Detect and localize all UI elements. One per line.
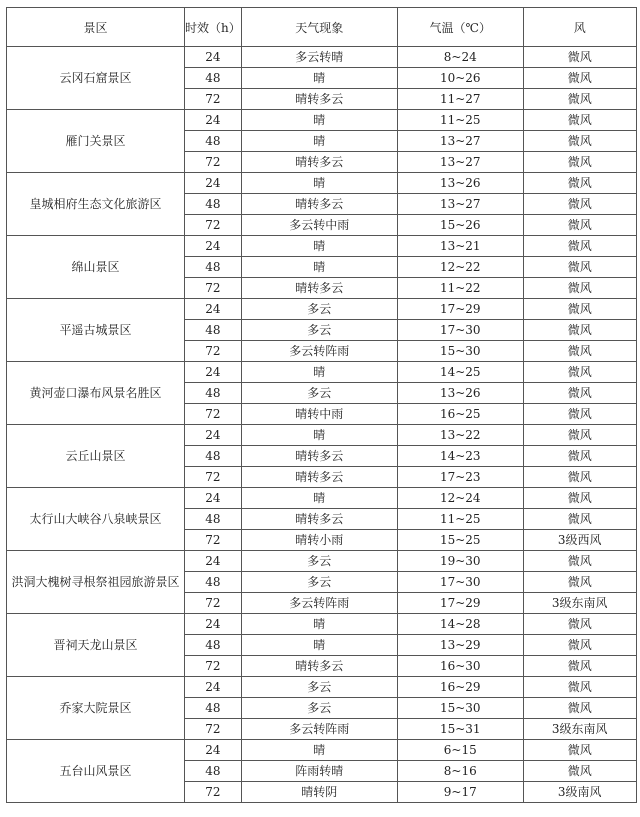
temperature-cell: 13~26 (397, 173, 523, 194)
period-cell: 48 (185, 635, 242, 656)
wind-cell: 微风 (523, 257, 636, 278)
weather-cell: 晴 (241, 257, 397, 278)
temperature-cell: 16~25 (397, 404, 523, 425)
weather-cell: 阵雨转晴 (241, 761, 397, 782)
temperature-cell: 14~28 (397, 614, 523, 635)
weather-cell: 多云 (241, 299, 397, 320)
weather-cell: 晴 (241, 425, 397, 446)
wind-cell: 微风 (523, 509, 636, 530)
wind-cell: 微风 (523, 194, 636, 215)
period-cell: 24 (185, 551, 242, 572)
wind-cell: 微风 (523, 698, 636, 719)
scenic-spot-name: 洪洞大槐树寻根祭祖园旅游景区 (7, 551, 185, 614)
temperature-cell: 6~15 (397, 740, 523, 761)
temperature-cell: 13~26 (397, 383, 523, 404)
temperature-cell: 15~26 (397, 215, 523, 236)
period-cell: 72 (185, 593, 242, 614)
period-cell: 48 (185, 509, 242, 530)
wind-cell: 微风 (523, 362, 636, 383)
header-spot: 景区 (7, 8, 185, 47)
wind-cell: 3级东南风 (523, 719, 636, 740)
wind-cell: 微风 (523, 446, 636, 467)
period-cell: 72 (185, 152, 242, 173)
temperature-cell: 8~16 (397, 761, 523, 782)
wind-cell: 微风 (523, 89, 636, 110)
temperature-cell: 12~24 (397, 488, 523, 509)
scenic-spot-name: 平遥古城景区 (7, 299, 185, 362)
wind-cell: 微风 (523, 614, 636, 635)
temperature-cell: 13~21 (397, 236, 523, 257)
weather-cell: 多云转中雨 (241, 215, 397, 236)
temperature-cell: 14~25 (397, 362, 523, 383)
period-cell: 24 (185, 677, 242, 698)
table-row (7, 236, 637, 257)
header-period: 时效（h） (185, 8, 242, 47)
temperature-cell: 17~23 (397, 467, 523, 488)
wind-cell: 微风 (523, 236, 636, 257)
header-wind: 风 (523, 8, 636, 47)
temperature-cell: 17~29 (397, 299, 523, 320)
wind-cell: 微风 (523, 740, 636, 761)
table-row (7, 110, 637, 131)
period-cell: 24 (185, 614, 242, 635)
scenic-spot-name: 五台山风景区 (7, 740, 185, 803)
weather-cell: 晴转多云 (241, 278, 397, 299)
temperature-cell: 13~27 (397, 131, 523, 152)
table-row (7, 425, 637, 446)
wind-cell: 微风 (523, 425, 636, 446)
wind-cell: 微风 (523, 299, 636, 320)
scenic-forecast-table (6, 7, 637, 803)
forecast-body (7, 47, 637, 803)
weather-cell: 晴 (241, 362, 397, 383)
temperature-cell: 8~24 (397, 47, 523, 68)
weather-cell: 多云 (241, 551, 397, 572)
wind-cell: 微风 (523, 341, 636, 362)
wind-cell: 微风 (523, 656, 636, 677)
wind-cell: 微风 (523, 320, 636, 341)
temperature-cell: 17~30 (397, 320, 523, 341)
table-row (7, 488, 637, 509)
table-row (7, 362, 637, 383)
weather-cell: 晴转多云 (241, 509, 397, 530)
wind-cell: 微风 (523, 761, 636, 782)
period-cell: 48 (185, 446, 242, 467)
period-cell: 24 (185, 299, 242, 320)
temperature-cell: 15~31 (397, 719, 523, 740)
wind-cell: 微风 (523, 572, 636, 593)
temperature-cell: 13~27 (397, 152, 523, 173)
weather-cell: 晴转多云 (241, 656, 397, 677)
wind-cell: 微风 (523, 278, 636, 299)
table-row (7, 740, 637, 761)
period-cell: 48 (185, 320, 242, 341)
wind-cell: 3级西风 (523, 530, 636, 551)
scenic-spot-name: 云冈石窟景区 (7, 47, 185, 110)
temperature-cell: 13~27 (397, 194, 523, 215)
period-cell: 24 (185, 110, 242, 131)
temperature-cell: 16~29 (397, 677, 523, 698)
weather-cell: 晴 (241, 236, 397, 257)
wind-cell: 微风 (523, 152, 636, 173)
weather-cell: 晴转中雨 (241, 404, 397, 425)
header-row (7, 8, 637, 47)
weather-cell: 晴转多云 (241, 89, 397, 110)
period-cell: 48 (185, 383, 242, 404)
scenic-spot-name: 云丘山景区 (7, 425, 185, 488)
temperature-cell: 10~26 (397, 68, 523, 89)
period-cell: 72 (185, 89, 242, 110)
weather-cell: 多云转阵雨 (241, 719, 397, 740)
temperature-cell: 17~29 (397, 593, 523, 614)
weather-cell: 多云 (241, 677, 397, 698)
wind-cell: 微风 (523, 131, 636, 152)
wind-cell: 3级南风 (523, 782, 636, 803)
temperature-cell: 11~25 (397, 110, 523, 131)
period-cell: 48 (185, 572, 242, 593)
period-cell: 72 (185, 341, 242, 362)
temperature-cell: 15~30 (397, 698, 523, 719)
period-cell: 48 (185, 194, 242, 215)
table-row (7, 173, 637, 194)
wind-cell: 微风 (523, 488, 636, 509)
wind-cell: 微风 (523, 215, 636, 236)
period-cell: 72 (185, 719, 242, 740)
temperature-cell: 14~23 (397, 446, 523, 467)
weather-cell: 多云 (241, 320, 397, 341)
table-row (7, 614, 637, 635)
wind-cell: 微风 (523, 110, 636, 131)
weather-cell: 晴转多云 (241, 194, 397, 215)
weather-cell: 多云 (241, 698, 397, 719)
weather-cell: 多云 (241, 572, 397, 593)
period-cell: 24 (185, 740, 242, 761)
period-cell: 24 (185, 47, 242, 68)
temperature-cell: 13~29 (397, 635, 523, 656)
period-cell: 24 (185, 362, 242, 383)
wind-cell: 3级东南风 (523, 593, 636, 614)
temperature-cell: 15~25 (397, 530, 523, 551)
weather-cell: 晴 (241, 110, 397, 131)
period-cell: 24 (185, 173, 242, 194)
weather-cell: 多云转晴 (241, 47, 397, 68)
weather-cell: 晴 (241, 635, 397, 656)
temperature-cell: 12~22 (397, 257, 523, 278)
scenic-spot-name: 皇城相府生态文化旅游区 (7, 173, 185, 236)
period-cell: 72 (185, 656, 242, 677)
weather-cell: 晴 (241, 614, 397, 635)
table-row (7, 551, 637, 572)
weather-cell: 晴转小雨 (241, 530, 397, 551)
period-cell: 72 (185, 404, 242, 425)
scenic-spot-name: 绵山景区 (7, 236, 185, 299)
weather-cell: 晴 (241, 740, 397, 761)
temperature-cell: 11~27 (397, 89, 523, 110)
wind-cell: 微风 (523, 551, 636, 572)
weather-cell: 晴转多云 (241, 446, 397, 467)
weather-cell: 晴转多云 (241, 467, 397, 488)
temperature-cell: 16~30 (397, 656, 523, 677)
scenic-spot-name: 晋祠天龙山景区 (7, 614, 185, 677)
scenic-spot-name: 雁门关景区 (7, 110, 185, 173)
header-temperature: 气温（℃） (397, 8, 523, 47)
wind-cell: 微风 (523, 635, 636, 656)
period-cell: 48 (185, 68, 242, 89)
wind-cell: 微风 (523, 467, 636, 488)
period-cell: 48 (185, 761, 242, 782)
temperature-cell: 17~30 (397, 572, 523, 593)
temperature-cell: 19~30 (397, 551, 523, 572)
weather-cell: 晴转阴 (241, 782, 397, 803)
period-cell: 24 (185, 236, 242, 257)
scenic-spot-name: 太行山大峡谷八泉峡景区 (7, 488, 185, 551)
scenic-spot-name: 乔家大院景区 (7, 677, 185, 740)
weather-cell: 多云转阵雨 (241, 593, 397, 614)
weather-cell: 晴 (241, 173, 397, 194)
wind-cell: 微风 (523, 404, 636, 425)
weather-cell: 晴 (241, 68, 397, 89)
scenic-spot-name: 黄河壶口瀑布风景名胜区 (7, 362, 185, 425)
weather-cell: 多云 (241, 383, 397, 404)
weather-cell: 晴转多云 (241, 152, 397, 173)
wind-cell: 微风 (523, 68, 636, 89)
period-cell: 72 (185, 467, 242, 488)
temperature-cell: 11~22 (397, 278, 523, 299)
wind-cell: 微风 (523, 173, 636, 194)
table-row (7, 47, 637, 68)
period-cell: 72 (185, 215, 242, 236)
header-weather: 天气现象 (241, 8, 397, 47)
weather-cell: 晴 (241, 131, 397, 152)
period-cell: 72 (185, 278, 242, 299)
temperature-cell: 9~17 (397, 782, 523, 803)
table-row (7, 299, 637, 320)
weather-cell: 晴 (241, 488, 397, 509)
wind-cell: 微风 (523, 47, 636, 68)
table-row (7, 677, 637, 698)
period-cell: 72 (185, 782, 242, 803)
period-cell: 72 (185, 530, 242, 551)
temperature-cell: 15~30 (397, 341, 523, 362)
period-cell: 48 (185, 131, 242, 152)
period-cell: 48 (185, 257, 242, 278)
temperature-cell: 11~25 (397, 509, 523, 530)
weather-cell: 多云转阵雨 (241, 341, 397, 362)
wind-cell: 微风 (523, 383, 636, 404)
temperature-cell: 13~22 (397, 425, 523, 446)
period-cell: 24 (185, 488, 242, 509)
period-cell: 24 (185, 425, 242, 446)
wind-cell: 微风 (523, 677, 636, 698)
period-cell: 48 (185, 698, 242, 719)
